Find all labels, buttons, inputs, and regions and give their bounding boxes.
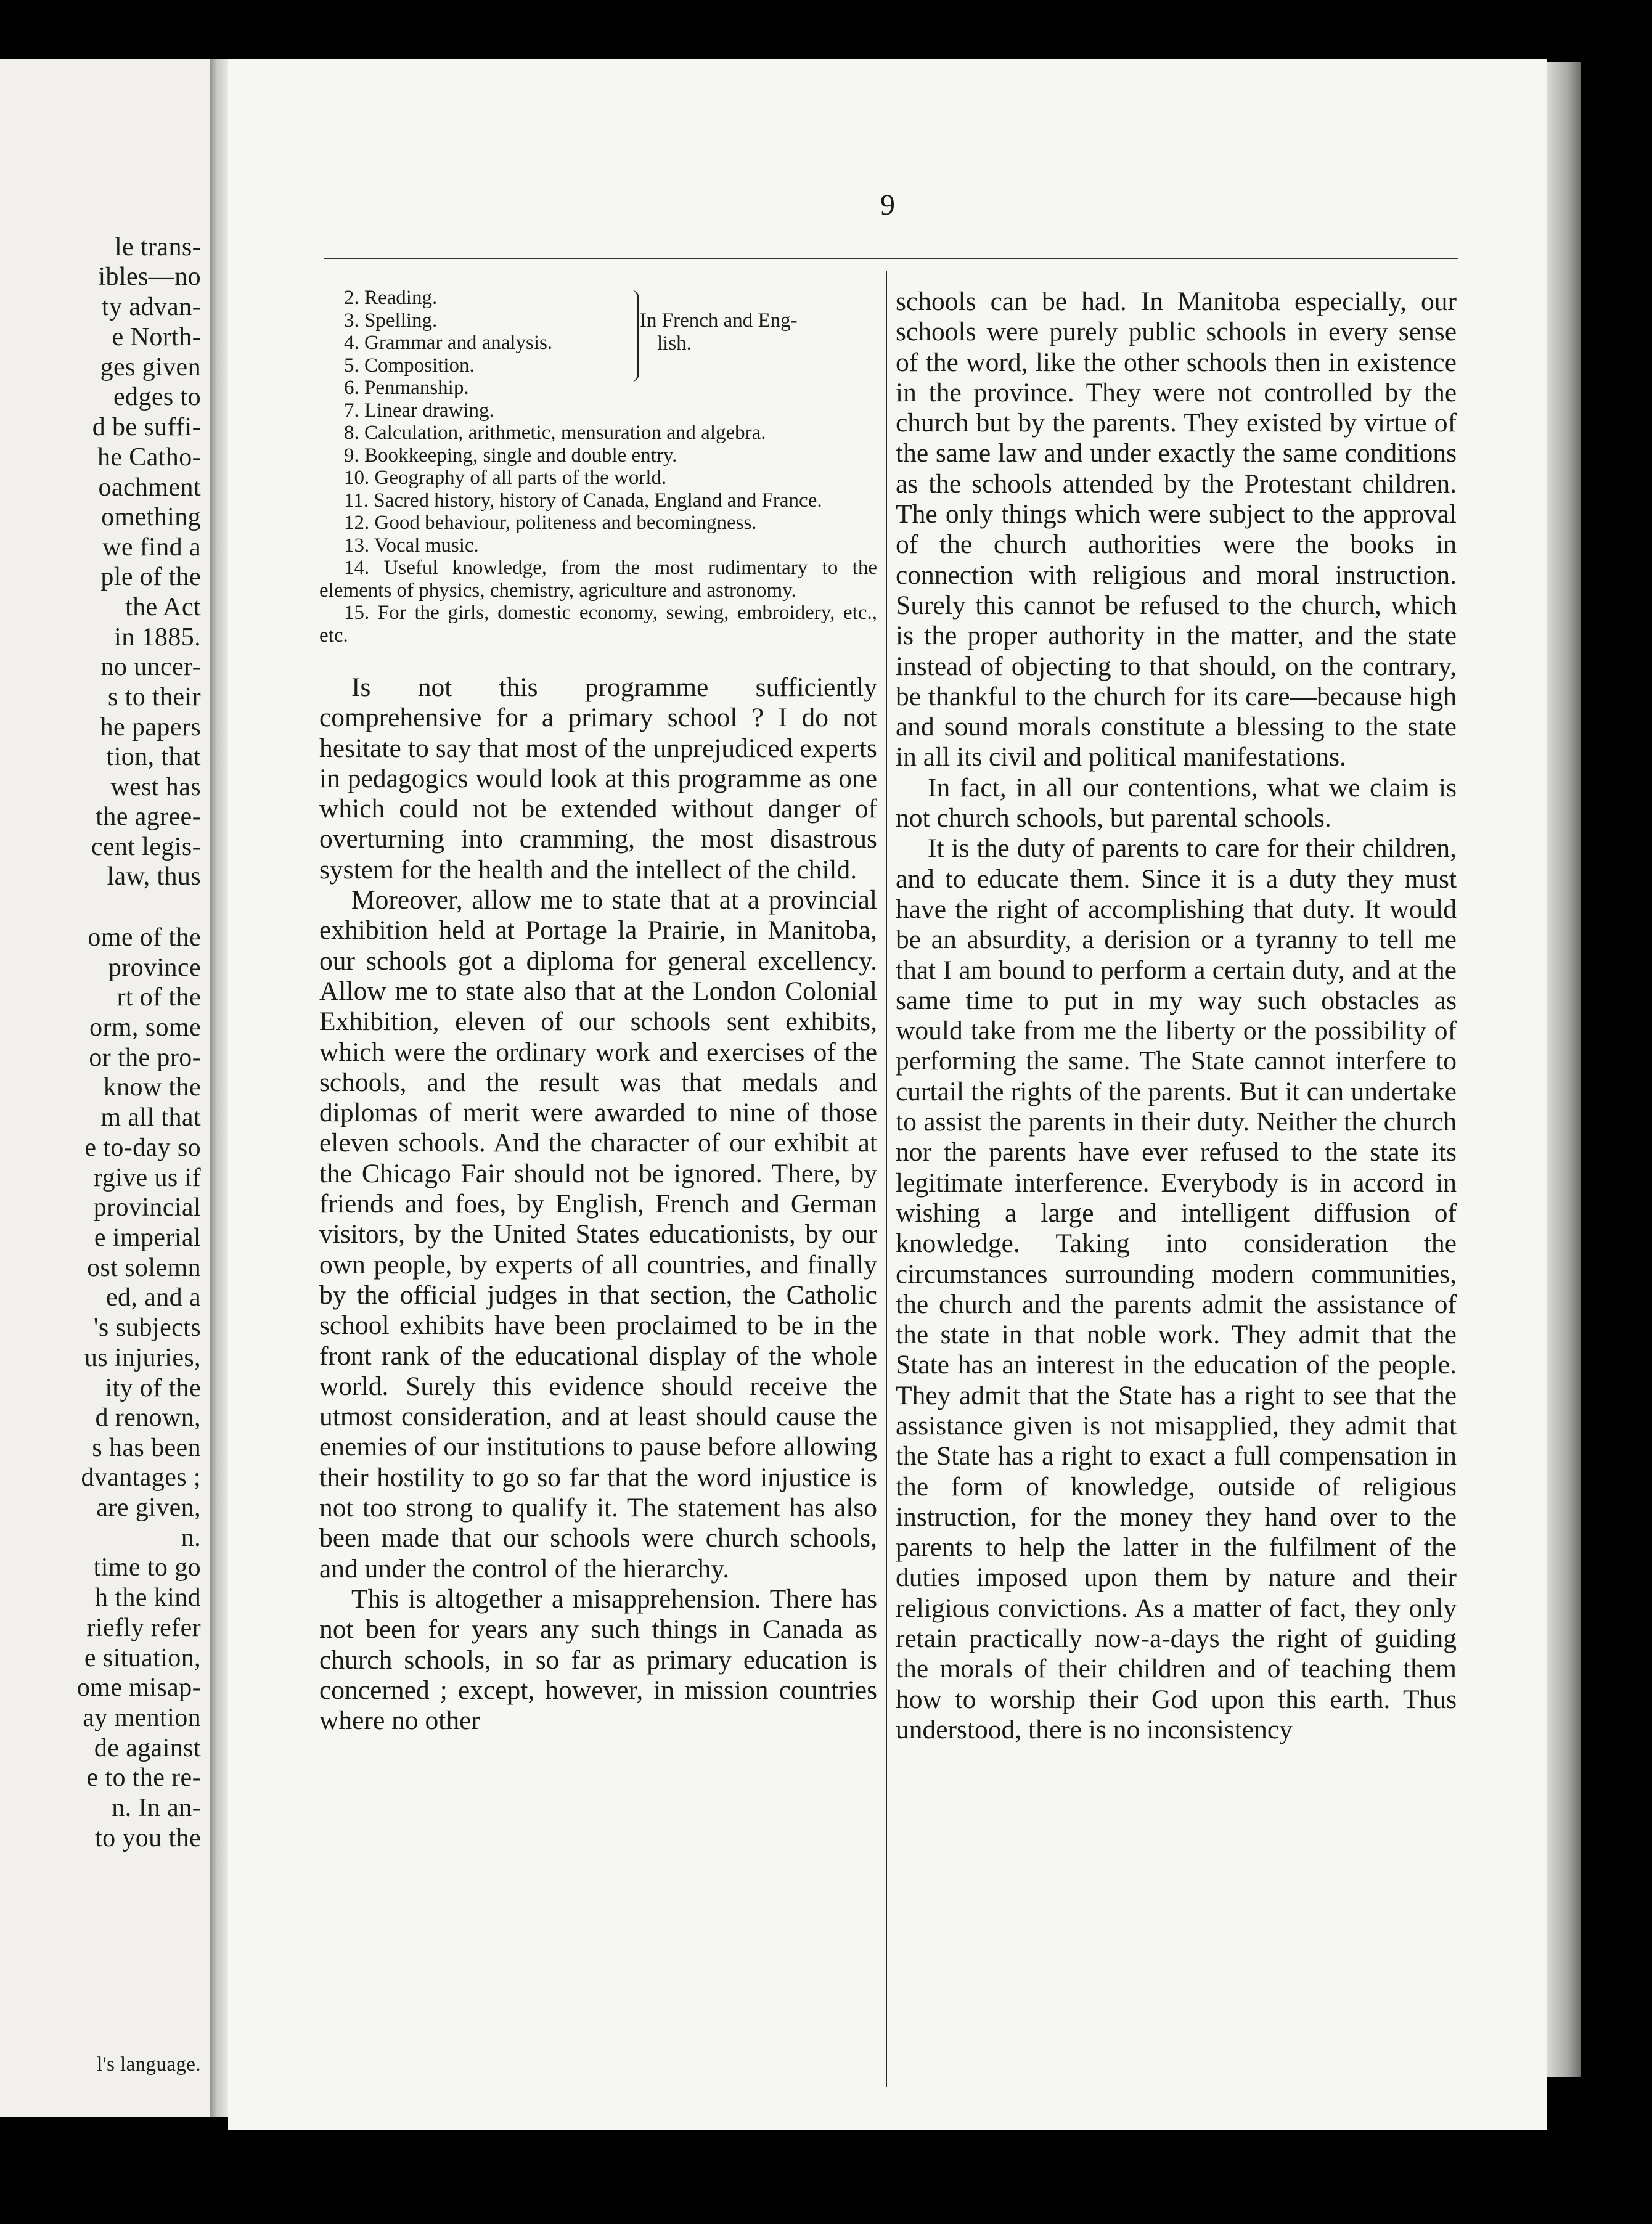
body-paragraph: schools can be had. In Manitoba especially, our schools were purely public schools in every sense of the word, like the other schools then in existence in the province. They were not controlled by the church but by the parents. They existed by virtue of the same law and under exactly the same conditions as the schools attended by the Protestant children. The only things which were subject to the approval of the church authorities were the books in connection with religious and moral instruction. Surely this cannot be refused to the church, which is the proper authority in the matter, and the state instead of objecting to that should, on the contrary, be thankful to the church for its care—because high and sound morals constitute a blessing to the state in all its civil and political manifestations.: [896, 287, 1457, 772]
body-paragraph: It is the duty of parents to care for their children, and to educate them. Since it is a duty they must have the right of accomplishing that duty. It would be an absurdity, a derision or a tyranny to tell me that I am bound to perform a certain duty, and at the same time to put in my way such obstacles as would take from me the liberty or the possibility of performing the same. The State cannot interfere to curtail the rights of the parents. But it can undertake to assist the parents in their duty. Neither the church nor the parents have ever refused to the state its legitimate interference. Everybody is in accord in wishing a large and intelligent diffusion of knowledge. Taking into consideration the circumstances surrounding modern communities, the church and the parents admit the assistance of the state in that noble work. They admit that the State has an interest in the education of the people. They admit that the State has a right to see that the assistance given is not misapplied, they admit that the State has a right to exact a full compensation in the form of knowledge, outside of religious instruction, for the money they hand over to the parents to help the latter in the fulfilment of the duties imposed upon them by nature and their religious convictions. As a matter of fact, they only retain practically now-a-days the right of guiding the morals of their children and of teaching them how to worship their God upon this earth. Thus understood, there is no inconsistency: [896, 833, 1457, 1744]
previous-page-line: ed, and a: [105, 1283, 201, 1312]
previous-page-line: the agree-: [96, 803, 201, 831]
previous-page-line: know the: [103, 1073, 201, 1102]
left-column: [319, 287, 877, 1736]
previous-page-line: rgive us if: [94, 1164, 201, 1192]
previous-page-line: omething: [101, 503, 201, 531]
previous-page-line: us injuries,: [84, 1344, 201, 1372]
header-rule: [324, 258, 1458, 259]
previous-page-line: rt of the: [117, 983, 201, 1012]
previous-page-line: n. In an-: [112, 1794, 201, 1822]
previous-page-line: le trans-: [114, 233, 201, 261]
column-divider: [886, 271, 887, 2087]
programme-item: 7. Linear drawing.: [344, 399, 494, 422]
programme-item: 4. Grammar and analysis.: [344, 332, 553, 354]
previous-page-footer: l's language.: [97, 2053, 201, 2075]
previous-page-line: e imperial: [94, 1224, 201, 1252]
previous-page-line: ome of the: [88, 923, 201, 952]
body-paragraph: Is not this programme sufficiently comprehensive for a primary school ? I do not hesitate to say that most of the unprejudiced experts in pedagogics would look at this programme as one which could not be extended without danger of overturning into cramming, the most disastrous system for the health and the intellect of the child.: [319, 673, 877, 885]
previous-page-line: province: [108, 954, 201, 982]
previous-page-line: we find a: [102, 533, 201, 562]
side-note-line: lish.: [657, 332, 692, 354]
previous-page-line: n.: [181, 1524, 201, 1552]
previous-page-line: e to-day so: [84, 1134, 201, 1162]
programme-item: 12. Good behaviour, politeness and becomingness.: [344, 512, 757, 534]
programme-item: 6. Penmanship.: [344, 377, 469, 399]
previous-page-line: ty advan-: [101, 293, 201, 321]
previous-page-line: to you the: [95, 1824, 201, 1852]
programme-item: 2. Reading.: [344, 287, 438, 309]
previous-page-line: tion, that: [106, 743, 201, 771]
programme-item: 8. Calculation, arithmetic, mensuration and algebra.: [344, 422, 766, 444]
side-note-line: In French and Eng-: [640, 309, 798, 332]
previous-page-line: ibles—no: [98, 263, 201, 291]
previous-page-line: d be suffi-: [92, 413, 201, 441]
body-paragraph: In fact, in all our contentions, what we claim is not church schools, but parental schools.: [896, 772, 1457, 833]
previous-page-line: west has: [110, 773, 201, 801]
previous-page-line: ay mention: [83, 1704, 201, 1732]
previous-page-line: provincial: [93, 1193, 201, 1222]
programme-side-note: [640, 309, 877, 354]
previous-page-line: time to go: [93, 1553, 201, 1582]
previous-page-line: s has been: [92, 1434, 201, 1462]
programme-list: [319, 287, 877, 647]
previous-page-line: edges to: [113, 383, 201, 411]
previous-page-line: ost solemn: [87, 1254, 201, 1282]
programme-item: 15. For the girls, domestic economy, sewing, embroidery, etc., etc.: [319, 602, 877, 647]
book-gutter: [210, 59, 228, 2117]
previous-page-line: dvantages ;: [81, 1463, 201, 1492]
previous-page-line: 's subjects: [93, 1314, 201, 1342]
previous-page-line: h the kind: [95, 1584, 201, 1612]
body-paragraph: Moreover, allow me to state that at a provincial exhibition held at Portage la Prairie, in Manitoba, our schools got a diploma for general excellency. Allow me to state also that at the London Colonial Exhibition, eleven of our schools sent exhibits, which were the ordinary work and exercises of the schools, and the result was that medals and diplomas of merit were awarded to nine of those eleven schools. And the character of our exhibit at the Chicago Fair should not be ignored. There, by friends and foes, by English, French and German visitors, by the United States educationists, by our own people, by experts of all countries, and finally by the official judges in that section, the Catholic school exhibits have been proclaimed to be in the front rank of the educational display of the whole world. Surely this evidence should receive the utmost consideration, and at least should cause the enemies of our institutions to pause before allowing their hostility to go so far that the word injustice is not too strong to qualify it. The statement has also been made that our schools were church schools, and under the control of the hierarchy.: [319, 885, 877, 1584]
brace-bracket: [629, 290, 639, 382]
previous-page-line: in 1885.: [114, 623, 201, 652]
page-edge: [1547, 62, 1581, 2077]
previous-page-line: orm, some: [89, 1013, 201, 1042]
previous-page-line: ges given: [100, 353, 201, 382]
previous-page-line: de against: [94, 1734, 201, 1762]
programme-item: 3. Spelling.: [344, 309, 438, 332]
programme-item: 5. Composition.: [344, 354, 475, 377]
previous-page-line: ome misap-: [76, 1674, 201, 1702]
programme-item: 14. Useful knowledge, from the most rudimentary to the elements of physics, chemistry, agriculture and astronomy.: [319, 557, 877, 602]
previous-page-line: s to their: [108, 683, 201, 711]
page-number: 9: [880, 189, 895, 221]
previous-page-line: e to the re-: [86, 1764, 201, 1792]
programme-item: 11. Sacred history, history of Canada, England and France.: [344, 489, 822, 512]
body-paragraph: This is altogether a misapprehension. There has not been for years any such things in Canada as church schools, in so far as primary education is concerned ; except, however, in mission countries where no other: [319, 1584, 877, 1736]
previous-page-line: e situation,: [84, 1644, 201, 1672]
previous-page-line: law, thus: [107, 862, 201, 891]
previous-page-line: m all that: [100, 1103, 201, 1132]
previous-page-line: he papers: [100, 713, 201, 742]
previous-page-line: ple of the: [100, 563, 201, 591]
previous-page-line: cent legis-: [91, 833, 201, 861]
previous-page-line: no uncer-: [100, 653, 201, 681]
previous-page-line: ity of the: [105, 1374, 201, 1402]
previous-page-line: the Act: [125, 593, 201, 621]
previous-page-line: d renown,: [95, 1404, 201, 1432]
left-column-text: [319, 673, 877, 1736]
previous-page-fragment: [0, 59, 210, 2117]
programme-item: 10. Geography of all parts of the world.: [344, 467, 667, 489]
previous-page-line: e North-: [112, 323, 201, 351]
right-column: [896, 287, 1457, 1745]
programme-item: 13. Vocal music.: [344, 534, 479, 557]
programme-item: 9. Bookkeeping, single and double entry.: [344, 444, 677, 467]
previous-page-line: or the pro-: [89, 1044, 201, 1072]
previous-page-line: riefly refer: [86, 1614, 201, 1642]
previous-page-line: he Catho-: [97, 443, 201, 472]
previous-page-line: are given,: [96, 1494, 201, 1522]
previous-page-line: oachment: [98, 473, 201, 502]
